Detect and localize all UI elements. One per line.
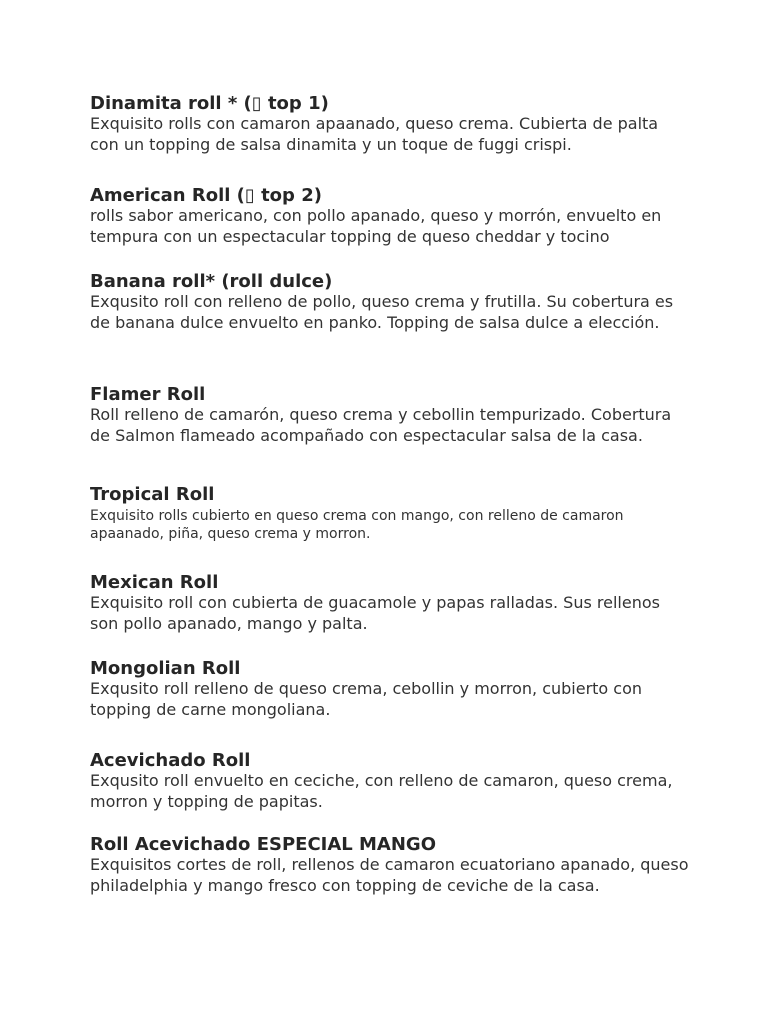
item-title: Roll Acevichado ESPECIAL MANGO	[90, 834, 436, 855]
item-title: Dinamita roll * (▯ top 1)	[90, 93, 329, 114]
item-description: Roll relleno de camarón, queso crema y cebollin tempurizado. Cobertura de Salmon flameado acompañado con espectacular salsa de la casa.	[90, 405, 672, 445]
item-title: Banana roll* (roll dulce)	[90, 271, 333, 292]
item-description: Exquisito rolls con camaron apaanado, queso crema. Cubierta de palta con un topping de salsa dinamita y un toque de fuggi crispi.	[90, 114, 659, 154]
item-title: Tropical Roll	[90, 484, 215, 505]
item-title: American Roll (▯ top 2)	[90, 185, 322, 206]
item-title: Mexican Roll	[90, 572, 219, 593]
item-description: Exqusito roll con relleno de pollo, queso crema y frutilla. Su cobertura es de banana dulce envuelto en panko. Topping de salsa dulce a elección.	[90, 292, 674, 332]
menu-item-mongolian-roll	[90, 658, 690, 720]
item-title: Acevichado Roll	[90, 750, 251, 771]
item-description: Exquisitos cortes de roll, rellenos de camaron ecuatoriano apanado, queso philadelphia y mango fresco con topping de ceviche de la casa.	[90, 855, 689, 895]
menu-item-dinamita-roll	[90, 93, 690, 155]
item-title: Flamer Roll	[90, 384, 206, 405]
menu-item-mexican-roll	[90, 572, 690, 634]
menu-item-acevichado-roll	[90, 750, 690, 812]
item-description: Exquisito rolls cubierto en queso crema con mango, con relleno de camaron apaanado, piña, queso crema y morron.	[90, 508, 624, 542]
menu-item-acevichado-especial-mango	[90, 834, 690, 896]
menu-item-banana-roll	[90, 271, 690, 333]
item-description: rolls sabor americano, con pollo apanado, queso y morrón, envuelto en tempura con un espectacular topping de queso cheddar y tocino	[90, 206, 662, 246]
menu-item-flamer-roll	[90, 384, 690, 446]
item-description: Exquisito roll con cubierta de guacamole y papas ralladas. Sus rellenos son pollo apanado, mango y palta.	[90, 593, 660, 633]
item-description: Exqusito roll relleno de queso crema, cebollin y morron, cubierto con topping de carne mongoliana.	[90, 679, 643, 719]
item-title: Mongolian Roll	[90, 658, 241, 679]
item-description: Exqusito roll envuelto en ceciche, con relleno de camaron, queso crema, morron y topping de papitas.	[90, 771, 673, 811]
menu-item-tropical-roll	[90, 484, 690, 543]
menu-item-american-roll	[90, 185, 690, 247]
